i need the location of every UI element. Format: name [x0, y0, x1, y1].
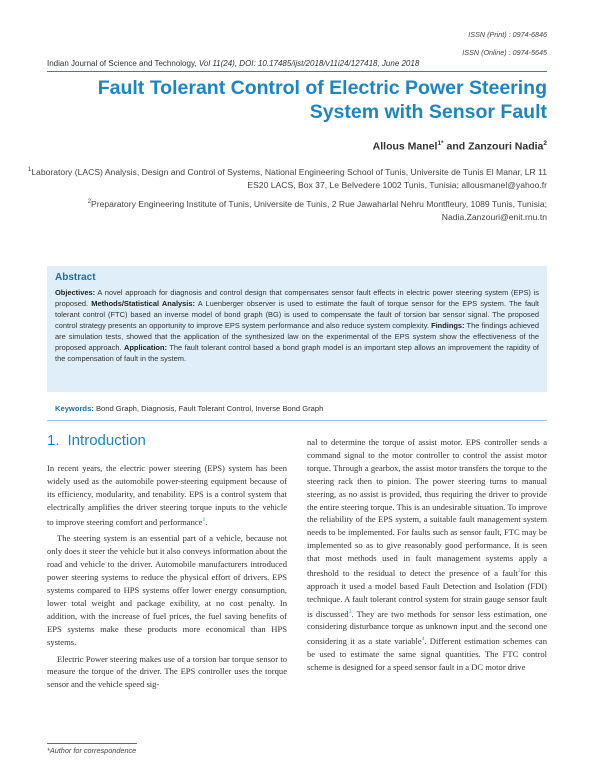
findings-label: Findings: [431, 321, 465, 330]
right-t1: nal to determine the torque of assist motor. EPS controller sends a command signal to the motor controller to control the assist motor torque. Through a gearbox, the assist motor transfers the torque to the steering rack then to pinion. The power steering turns to manual steering, as no assist is provided, thus requiring the driver to provide the entire steering torque. This is an undesirable situation. To improve the reliability of the EPS system, a suitable fault management system needs to be implemented. For faults such as sensor fault, FTC may be implemented so as to give reasonably good performance. It is seen that most methods used in fault management systems apply a threshold to the residual to detect the presence of a fault [307, 437, 547, 578]
application-text: The fault tolerant control based a bond graph model is an important step allows an improvement the rapidity of the compensation of fault in the system. [55, 343, 539, 363]
right-ref-4: 4 [421, 636, 425, 643]
objectives-text: A novel approach for diagnosis and control design that compensates sensor fault effects in electric power steering system (EPS) is proposed. [55, 288, 539, 308]
right-ref-2: 2 [517, 568, 521, 575]
objectives-label: Objectives: [55, 288, 96, 297]
footnote-rule [47, 743, 137, 744]
author-2-sup: 2 [543, 140, 547, 147]
journal-citation-line [47, 59, 547, 72]
journal-details: Vol 11(24), DOI: 10.17485/ijst/2018/v11i24/127418, June 2018 [198, 59, 420, 68]
abstract-heading: Abstract [55, 272, 96, 283]
left-paragraph-2: The steering system is an essential part of a vehicle, because not only does it steer the vehicle but it also conveys information about the road and vehicle to the driver. Automobile manufacturers introduced power steering systems to reduce the physical effort of drivers. EPS systems compared to HPS systems offer lower energy consumption, lower total weight and package exibility, at no cost penalty. In addition, with the increase of fuel prices, the fuel saving benefits of EPS systems make these products more economical than HPS systems. [47, 533, 287, 647]
left-column [47, 462, 287, 695]
issn-online: ISSN (Online) : 0974-5645 [462, 48, 547, 57]
right-t3: . They are two methods for sensor less estimation, one considering disturbance torque as unknown input and the second one considering it as a state variable [307, 608, 547, 647]
methods-label: Methods/Statistical Analysis: [91, 299, 195, 308]
author-and: and [443, 140, 469, 153]
left-p1-text: In recent years, the electric power steering (EPS) system has been widely used as the automobile power-steering equipment because of its efficiency, modularity, and tenability. EPS is a control system that electrically amplifies the driver steering torque inputs to the vehicle to improve steering comfort and performance [47, 463, 287, 527]
author-2: Zanzouri Nadia [468, 140, 544, 153]
right-t2: for this approach it used a model based Fault Detection and Isolation (FDI) technique. A fault tolerant control system for strain gauge sensor fault is discussed [307, 567, 547, 619]
keywords-label: Keywords: [55, 404, 94, 413]
affiliation-1 [27, 164, 547, 192]
affiliation-1-sup: 1 [27, 167, 32, 173]
left-p1-end: . [205, 516, 208, 527]
author-1: Allous Manel [372, 140, 438, 153]
section-number: 1. [47, 432, 60, 449]
section-title: Introduction [67, 432, 146, 449]
findings-text: The findings achieved are simulation tests, showed that the application of the synthesized law on the experimental of the EPS system show the effectiveness of the proposed approach. [55, 321, 539, 352]
left-paragraph-3: Electric Power steering makes use of a torsion bar torque sensor to measure the torque of the driver. The EPS controller uses the torque sensor and the vehicle speed sig- [47, 653, 287, 690]
abstract-box [47, 266, 547, 392]
right-column [307, 436, 547, 678]
keywords [55, 404, 323, 413]
paper-title: Fault Tolerant Control of Electric Power Steering System with Sensor Fault [97, 77, 547, 123]
keywords-divider [47, 420, 547, 421]
author-1-sup: 1* [437, 140, 444, 147]
issn-print: ISSN (Print) : 0974-6846 [468, 30, 547, 39]
author-line [373, 140, 547, 153]
affiliation-2-sup: 2 [87, 199, 91, 205]
right-t4: . Different estimation schemes can be used to estimate the same signal quantities. The FTC control scheme is designed for a speed sensor fault in a DC motor drive [307, 636, 547, 672]
footnote: *Author for correspondence [47, 746, 137, 755]
methods-text: A Luenberger observer is used to estimate the fault of torque sensor for the EPS system. The fault tolerant control (FTC) based an inverse model of bond graph (BG) is used to compensate the fault of torsion bar sensor signal. The proposed control strategy presents an opportunity to improve EPS system performance and also reduce system complexity. [55, 299, 539, 330]
affiliation-2 [27, 196, 547, 224]
journal-name: Indian Journal of Science and Technology, [47, 59, 197, 68]
affiliation-1-text: Laboratory (LACS) Analysis, Design and Control of Systems, National Engineering School of Tunis, Universite de Tunis El Manar, LR 11 ES20 LACS, Box 37, Le Belvedere 1002 Tunis, Tunisia; allousmanel@yahoo.fr [31, 166, 547, 190]
right-paragraph-1 [307, 436, 547, 674]
left-p1-ref: 1 [202, 516, 206, 523]
affiliation-2-text: Preparatory Engineering Institute of Tunis, Universite de Tunis, 2 Rue Jawaharlal Nehru Montfleury, 1089 Tunis, Tunisia; Nadia.Zanzouri@enit.rnu.tn [90, 198, 547, 222]
abstract-text [55, 287, 539, 364]
section-heading [47, 432, 146, 449]
left-paragraph-1 [47, 462, 287, 528]
application-label: Application: [124, 343, 167, 352]
right-ref-3: 3 [348, 608, 352, 615]
keywords-text: Bond Graph, Diagnosis, Fault Tolerant Control, Inverse Bond Graph [93, 404, 324, 413]
